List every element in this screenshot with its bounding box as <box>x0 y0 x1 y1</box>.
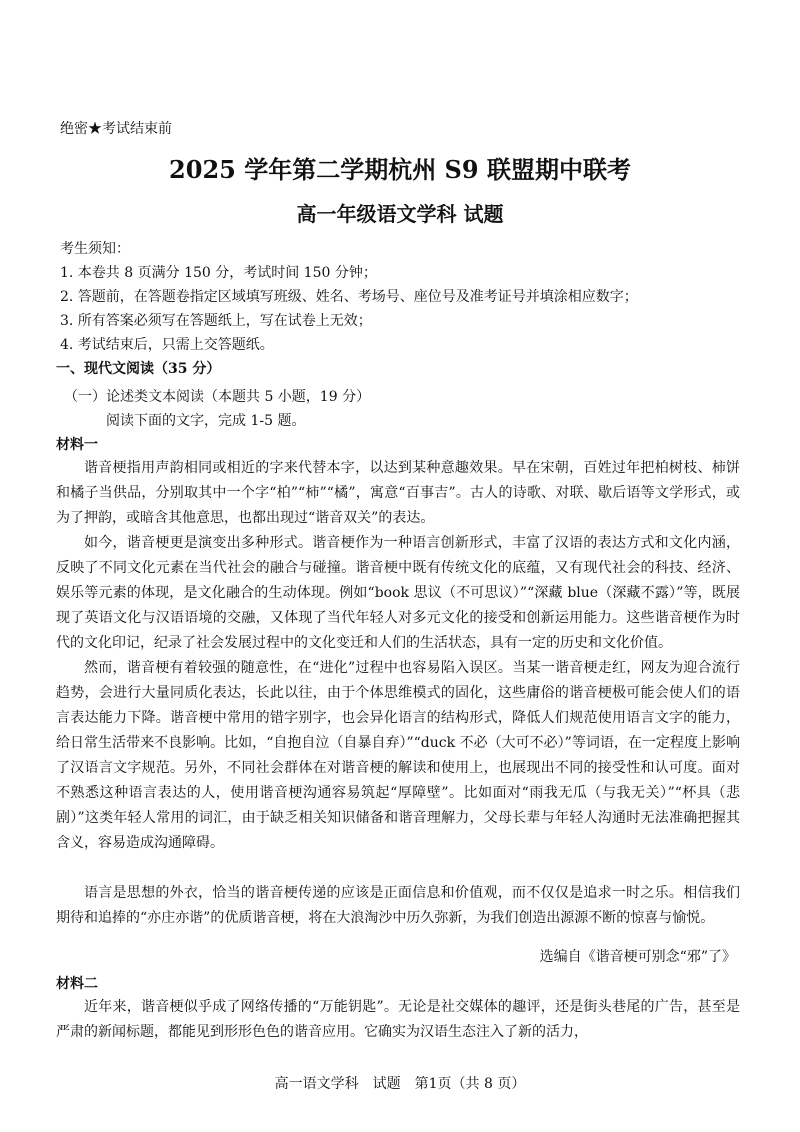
material-two-paragraph: 近年来，谐音梗似乎成了网络传播的“万能钥匙”。无论是社交媒体的趣评，还是街头巷尾的广告，甚至是严肃的新闻标题，都能见到形形色色的谐音应用。它确实为汉语生态注入了新的活力， <box>56 999 740 1040</box>
material-one-paragraph: 如今，谐音梗更是演变出多种形式。谐音梗作为一种语言创新形式，丰富了汉语的表达方式和文化内涵，反映了不同文化元素在当代社会的融合与碰撞。谐音梗中既有传统文化的底蕴，又有现代社会的科技、经济、娱乐等元素的体现，是文化融合的生动体现。例如“book 思议（不可思议）”“深藏 blue（深藏不露）”等，既展现了英语文化与汉语语境的交融，又体现了当代年轻人对多元文化的接受和创新运用能力。这些谐音梗作为时代的文化印记，纪录了社会发展过程中的文化变迁和人们的生活状态，具有一定的历史和文化价值。 <box>56 535 740 651</box>
material-one-label: 材料一 <box>56 437 98 453</box>
subsection-title: （一）论述类文本阅读（本题共 5 小题，19 分） <box>64 389 371 405</box>
material-one-paragraph: 然而，谐音梗有着较强的随意性，在“进化”过程中也容易陷入误区。当某一谐音梗走红，网友为迎合流行趋势，会进行大量同质化表达，长此以往，由于个体思维模式的固化，这些庸俗的谐音梗极可能会使人们的语言表达能力下降。谐音梗中常用的错字别字，也会异化语言的结构形式，降低人们规范使用语言文字的能力，给日常生活带来不良影响。比如，“自抱自泣（自暴自弃）”“duck 不必（大可不必）”等词语，在一定程度上影响了汉语言文字规范。另外，不同社会群体在对谐音梗的解读和使用上，也展现出不同的接受性和认可度。面对不熟悉这种语言表达的人，使用谐音梗沟通容易筑起“厚障壁”。比如面对“雨我无瓜（与我无关）”“杯具（悲剧）”这类年轻人常用的词汇，由于缺乏相关知识储备和谐音理解力，父母长辈与年轻人沟通时无法准确把握其含义，容易造成沟通障碍。 <box>56 660 740 851</box>
material-one-paragraph: 谐音梗指用声韵相同或相近的字来代替本字，以达到某种意趣效果。早在宋朝，百姓过年把柏树枝、柿饼和橘子当供品，分别取其中一个字“柏”“柿”“橘”，寓意“百事吉”。古人的诗歌、对联、歇后语等文学形式，或为了押韵，或暗含其他意思，也都出现过“谐音双关”的表达。 <box>56 460 740 526</box>
notice-item: 2. 答题前，在答题卷指定区域填写班级、姓名、考场号、座位号及准考证号并填涂相应数字； <box>60 289 638 305</box>
exam-title: 2025 学年第二学期杭州 S9 联盟期中联考 <box>169 155 631 184</box>
section-title: 一、现代文阅读（35 分） <box>56 361 221 377</box>
material-one-paragraph: 语言是思想的外衣，恰当的谐音梗传递的应该是正面信息和价值观，而不仅仅是追求一时之乐。相信我们期待和追捧的“亦庄亦谐”的优质谐音梗，将在大浪淘沙中历久弥新，为我们创造出源源不断的惊喜与愉悦。 <box>56 885 740 926</box>
notice-item: 4. 考试结束后，只需上交答题纸。 <box>60 337 274 353</box>
exam-subtitle: 高一年级语文学科 试题 <box>296 202 504 226</box>
source-citation: 选编自《谐音梗可别念“邪”了》 <box>539 949 736 965</box>
page-footer: 高一语文学科 试题 第1页（共 8 页） <box>274 1076 526 1092</box>
confidential-label: 绝密★考试结束前 <box>60 121 172 137</box>
notice-item: 3. 所有答案必须写在答题纸上，写在试卷上无效； <box>60 313 372 329</box>
reading-instruction: 阅读下面的文字，完成 1-5 题。 <box>106 413 306 429</box>
notice-item: 1. 本卷共 8 页满分 150 分，考试时间 150 分钟； <box>60 265 377 281</box>
material-two-label: 材料二 <box>56 976 98 992</box>
notice-heading: 考生须知： <box>60 241 130 257</box>
